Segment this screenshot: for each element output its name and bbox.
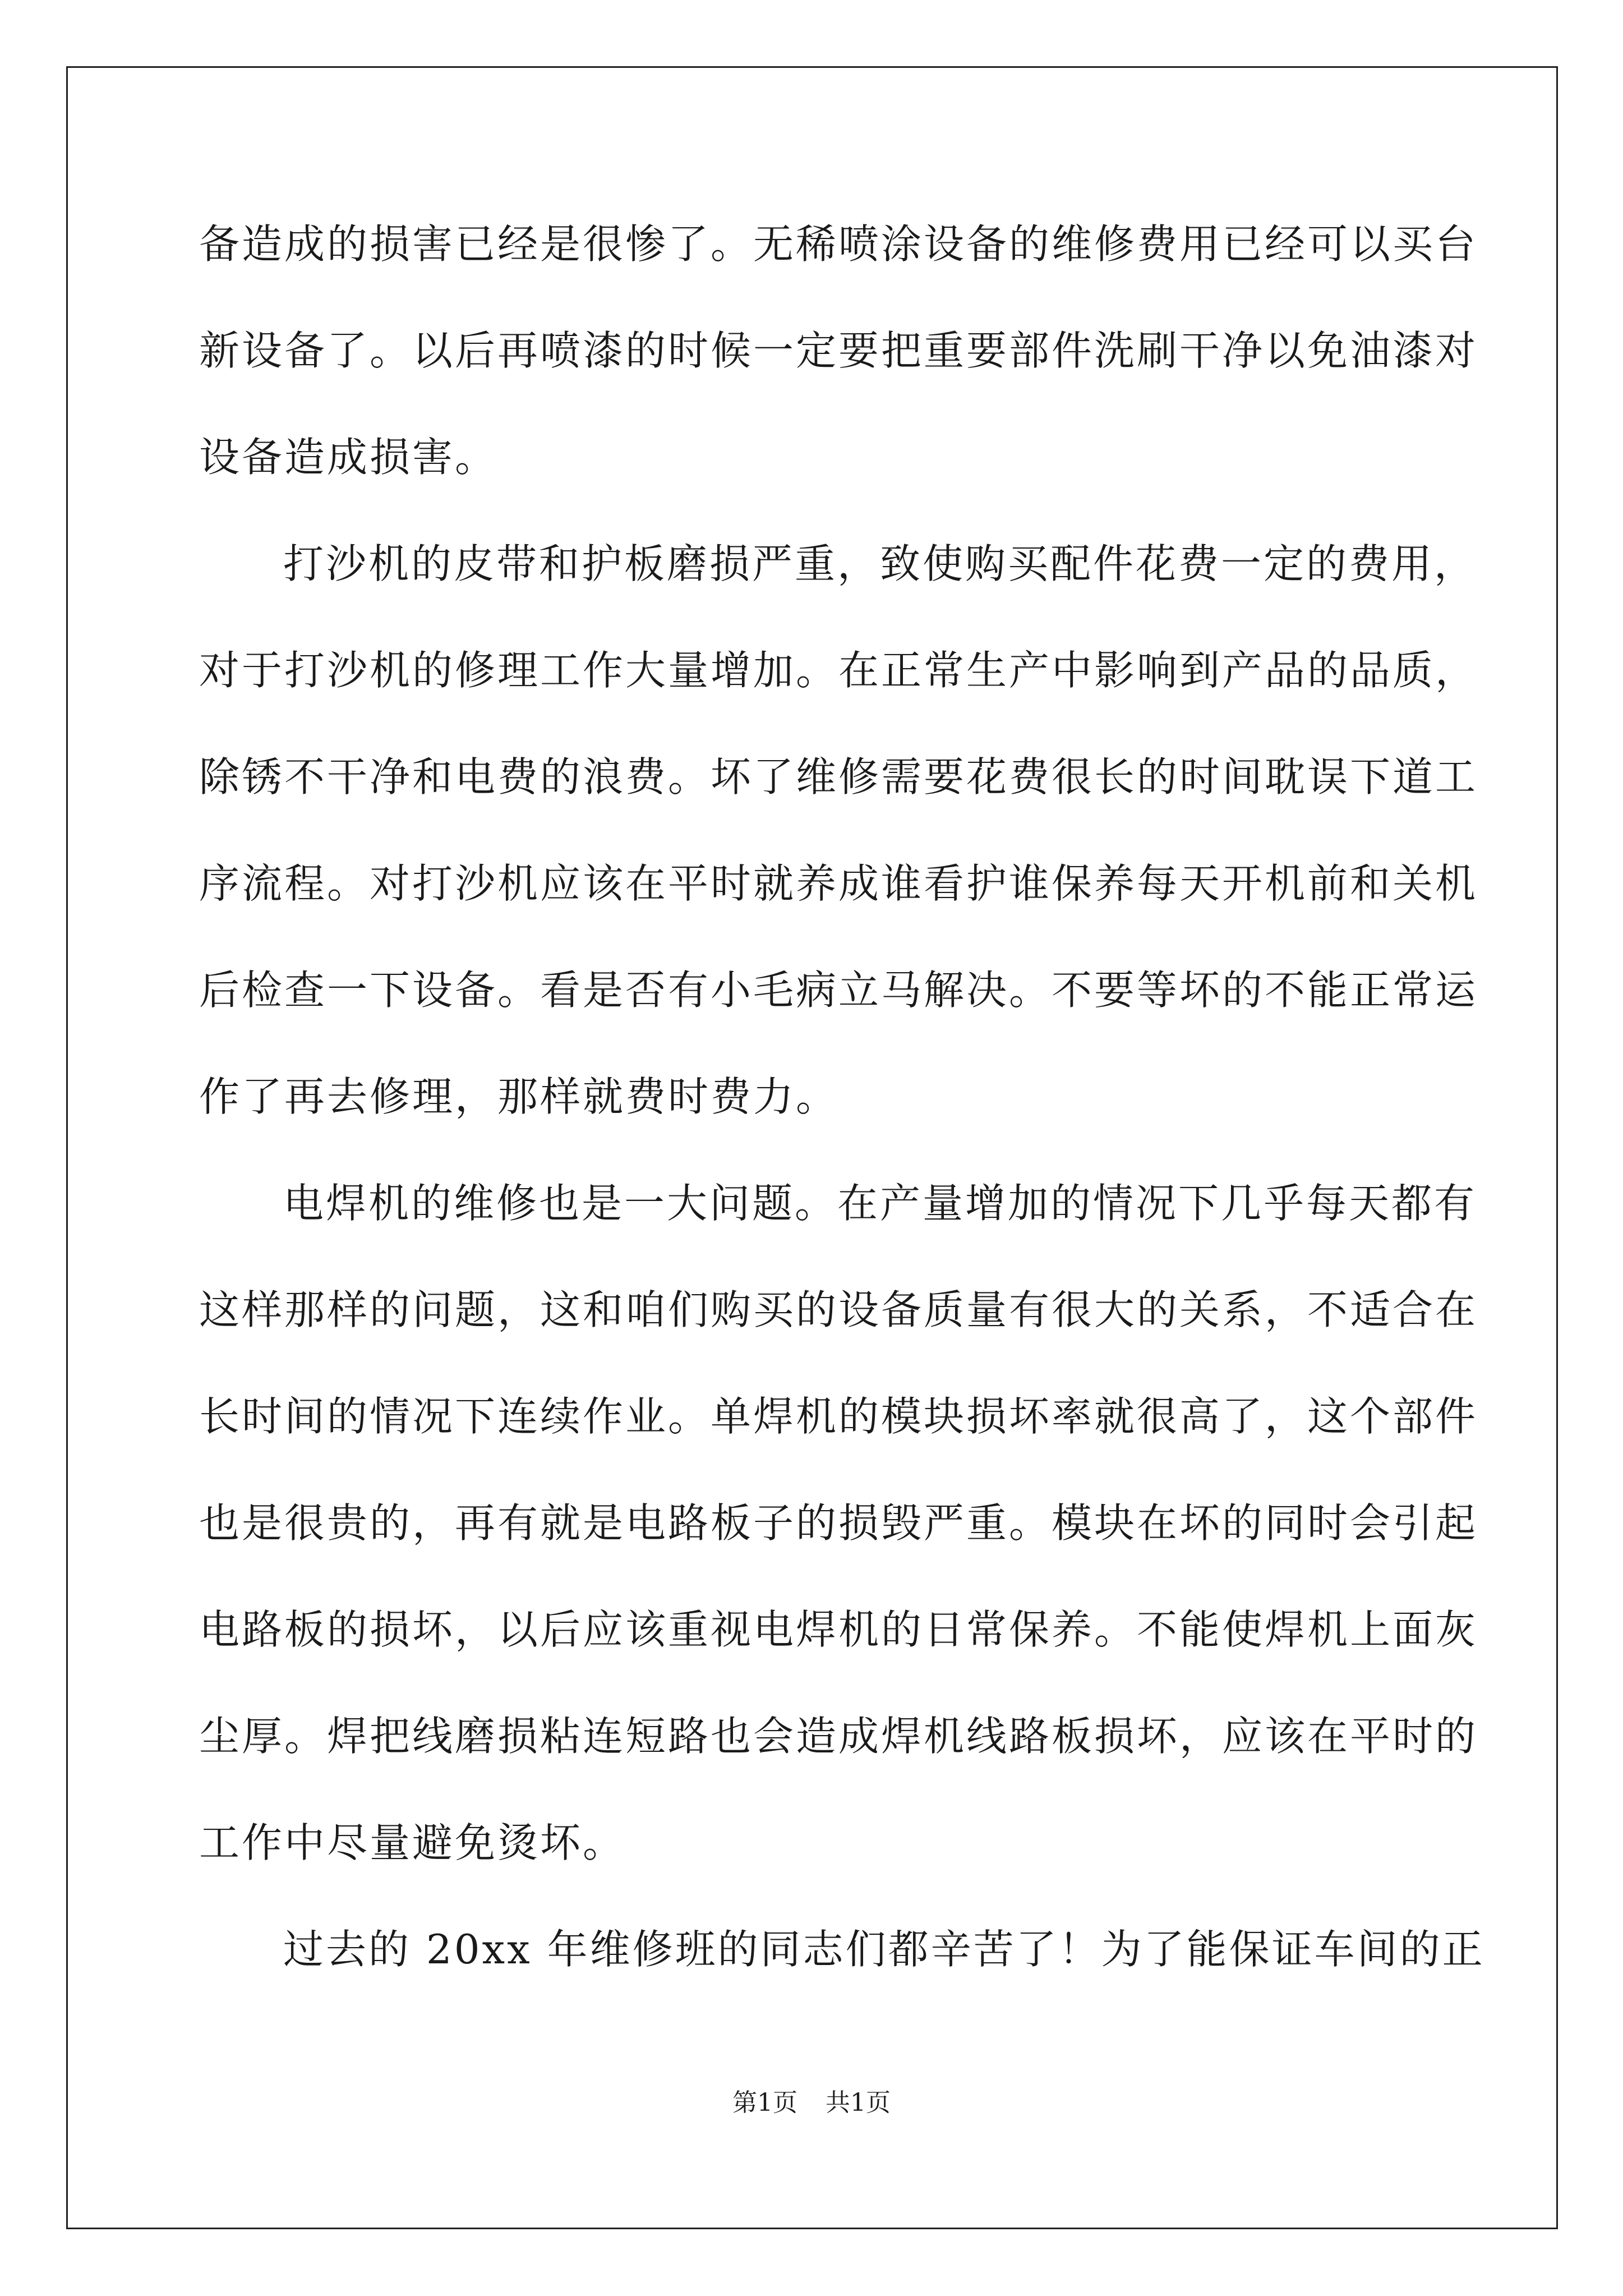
page-number: 第1页 xyxy=(732,2088,797,2117)
paragraph xyxy=(199,191,1478,510)
text-line: 电焊机的维修也是一大问题。在产量增加的情况下几乎每天都有 xyxy=(283,1180,1477,1227)
page-total: 共1页 xyxy=(826,2088,891,2117)
text-line: 新设备了。以后再喷漆的时候一定要把重要部件洗刷干净以免油漆对 xyxy=(199,327,1478,374)
text-line: 长时间的情况下连续作业。单焊机的模块损坏率就很高了，这个部件 xyxy=(199,1393,1478,1440)
text-line: 除锈不干净和电费的浪费。坏了维修需要花费很长的时间耽误下道工 xyxy=(199,753,1478,800)
text-line: 工作中尽量避免烫坏。 xyxy=(199,1819,626,1866)
document-body xyxy=(199,191,1485,2003)
text-line: 作了再去修理，那样就费时费力。 xyxy=(199,1073,839,1120)
text-line: 备造成的损害已经是很惨了。无稀喷涂设备的维修费用已经可以买台 xyxy=(199,220,1478,268)
page-footer xyxy=(0,2082,1623,2118)
text-line: 对于打沙机的修理工作大量增加。在正常生产中影响到产品的品质， xyxy=(199,647,1478,694)
text-line: 打沙机的皮带和护板磨损严重，致使购买配件花费一定的费用， xyxy=(283,540,1477,587)
text-line: 后检查一下设备。看是否有小毛病立马解决。不要等坏的不能正常运 xyxy=(199,967,1478,1014)
text-line: 序流程。对打沙机应该在平时就养成谁看护谁保养每天开机前和关机 xyxy=(199,860,1478,907)
text-line: 过去的 20xx 年维修班的同志们都辛苦了！为了能保证车间的正 xyxy=(283,1926,1485,1973)
paragraph xyxy=(199,1150,1478,1896)
text-line: 电路板的损坏，以后应该重视电焊机的日常保养。不能使焊机上面灰 xyxy=(199,1606,1478,1653)
text-line: 也是很贵的，再有就是电路板子的损毁严重。模块在坏的同时会引起 xyxy=(199,1499,1478,1547)
text-line: 设备造成损害。 xyxy=(199,434,498,481)
text-line: 这样那样的问题，这和咱们购买的设备质量有很大的关系，不适合在 xyxy=(199,1286,1478,1333)
paragraph xyxy=(199,510,1478,1150)
paragraph xyxy=(199,1896,1485,2003)
text-line: 尘厚。焊把线磨损粘连短路也会造成焊机线路板损坏，应该在平时的 xyxy=(199,1713,1478,1760)
